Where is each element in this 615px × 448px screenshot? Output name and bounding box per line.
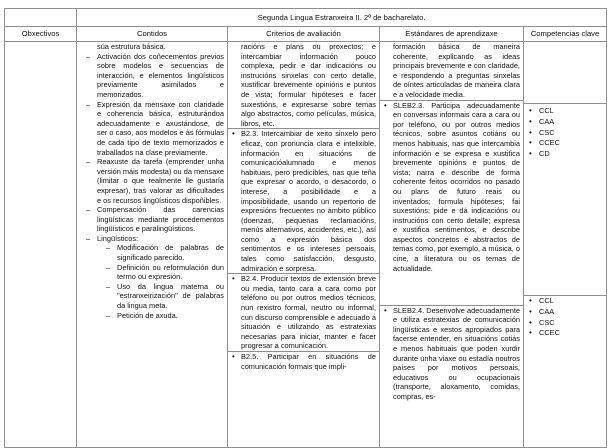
competence-item: • CCEC xyxy=(527,138,603,149)
competence-item: • CCL xyxy=(527,106,603,117)
competences-spacer xyxy=(527,160,603,295)
competence-item: • CSC xyxy=(527,318,603,329)
objectives-cell xyxy=(5,42,77,448)
table-title-row xyxy=(5,9,607,27)
list-item xyxy=(80,234,224,320)
list-item: • B2.4. Producir textos de extensión breve ou media, tanto cara a cara como por teléfono ou por outros medios técnicos, nun rexistro formal, neutro ou informal, cun discurso comprensible e adecuado á situación e utilizando as estratexias necesarias para iniciar, manter e facer progresar a comunicación. xyxy=(228,273,379,351)
table-row xyxy=(5,42,607,448)
competences-list-a xyxy=(527,106,603,160)
list-item: – Petición de axuda. xyxy=(97,311,224,321)
competence-item: • CAA xyxy=(527,117,603,128)
list-item: • B2.3. Intercambiar de xeito sinxelo pero eficaz, con pronuncia clara e intelixible, información en situacións de comunicacióalumnado e menos habituais, pero predicibles, nas que teña que expresar o acordo, o desacordo, o interese, a posibilidade e a imposibilidade, usando un repertorio de expresións frecuentes no ámbito público (doenzas, pequenas reclamacións, menús alternativos, accidentes, etc.), así como a expresión básica dos sentimentos e os intereses persoais, tales como satisfacción, desgusto, admiración e sorpresa. xyxy=(228,128,379,273)
column-header-competences: Competencias clave xyxy=(524,27,607,42)
curriculum-table xyxy=(4,8,607,448)
competences-cell xyxy=(524,42,607,448)
competences-spacer xyxy=(527,42,603,103)
column-header-criteria: Criterios de avaliación xyxy=(228,27,380,42)
list-item: • B2.5. Participar en situacións de comunicación formais que impli- xyxy=(228,351,379,371)
list-item: – Expresión da mensaxe con claridade e coherencia básica, estruturándoa adecuadamente e axustándose, de ser o caso, aos modelos e às fórmulas de cada tipo de texto memorizados e traballados na clase previamente. xyxy=(80,100,224,158)
list-item: – Reaxuste da tarefa (emprender unha versión máis modesta) ou da mensaxe (limitar o que realmente lle gustaría expresar), tras valorar as dificultades e os recursos lingüísticos dispoñibles. xyxy=(80,157,224,205)
standards-list xyxy=(383,42,520,402)
list-item: • SLEB2.3. Participa adecuadamente en conversas informais cara a cara ou por teléfono, ou por outros medios técnicos, sobre asuntos cotiáns ou menos habituais, nas que intercambia información e se expresa e xustifica brevemente opinións e puntos de vista; narra e describe de forma coherente feitos ocorridos no pasado ou plans de futuro reais ou inventados; formula hipóteses; fai suxestións; pide e dá indicacións ou instrucións con certo detalle; expresa e xustifica sentimentos, e describe aspectos concretos e abstractos de temas como, por exemplo, a música, o cine, a literatura ou os temas de actualidade. xyxy=(380,100,523,305)
column-header-standards: Estándares de aprendizaxe xyxy=(380,27,524,42)
list-item: racións e plans ou proxectos; e intercambiar información pouco complexa, pedir e dar indicacións ou instrucións sinxelas con certo detalle, xustificar brevemente opinións e puntos de vista; formular hipóteses e facer suxestións, e expresarse sobre temas algo abstractos, como películas, música, libros, etc. xyxy=(241,42,376,128)
contents-cell xyxy=(77,42,228,448)
table-title: Segunda Lingua Estranxeira II. 2º de bacharelato. xyxy=(77,9,607,27)
criteria-cell xyxy=(228,42,380,448)
list-item: – Modificación de palabras de significado parecido. xyxy=(97,243,224,262)
row-divider xyxy=(524,103,606,104)
column-header-row xyxy=(5,27,607,42)
list-item: formación básica de maneira coherente, explicando as ideas principais brevemente e con claridade, e respondendo a preguntas sinxelas de oíntes articuladas de maneira clara e a velocidade media. xyxy=(393,42,520,99)
title-spacer-cell xyxy=(5,9,77,27)
list-item: – Compensación das carencias lingüísticas mediante procedementos lingüísticos e paralingüísticos. xyxy=(80,205,224,234)
competence-item: • CCEC xyxy=(527,328,603,339)
competence-item: • CCL xyxy=(527,296,603,307)
competence-item: • CAA xyxy=(527,307,603,318)
criteria-list xyxy=(231,42,376,371)
column-header-contents: Contidos xyxy=(77,27,228,42)
contents-sublist xyxy=(97,243,224,320)
list-item: – Activación dos coñecementos previos sobre modelos e secuencias de interacción, e elementos lingüísticos previamente asimilados e memorizados. xyxy=(80,52,224,100)
standards-cell xyxy=(380,42,524,448)
contents-list xyxy=(80,42,224,320)
competence-item: • CD xyxy=(527,149,603,160)
list-item: – Uso da lingua materna ou "estranxeirización" de palabras da lingua meta. xyxy=(97,282,224,311)
list-item: súa estrutura básica. xyxy=(97,42,166,51)
list-item: • SLEB2.4. Desenvolve adecuadamente e utiliza estratexias de comunicación lingüísticas e xestos apropiados para facerse entender, en situacións cotiás e menos habituais que poden xurdir durante unha viaxe ou estadía noutros países por motivos persoais, educativos ou ocupacionais (transporte, aloxamento, comidas, compras, es- xyxy=(380,305,523,402)
column-header-objectives: Obxectivos xyxy=(5,27,77,42)
list-item-label: Lingüísticos: xyxy=(97,233,139,243)
competences-list-b xyxy=(527,296,603,339)
competence-item: • CSC xyxy=(527,128,603,139)
list-item: – Definición ou reformulación dun termo ou expresión. xyxy=(97,263,224,282)
